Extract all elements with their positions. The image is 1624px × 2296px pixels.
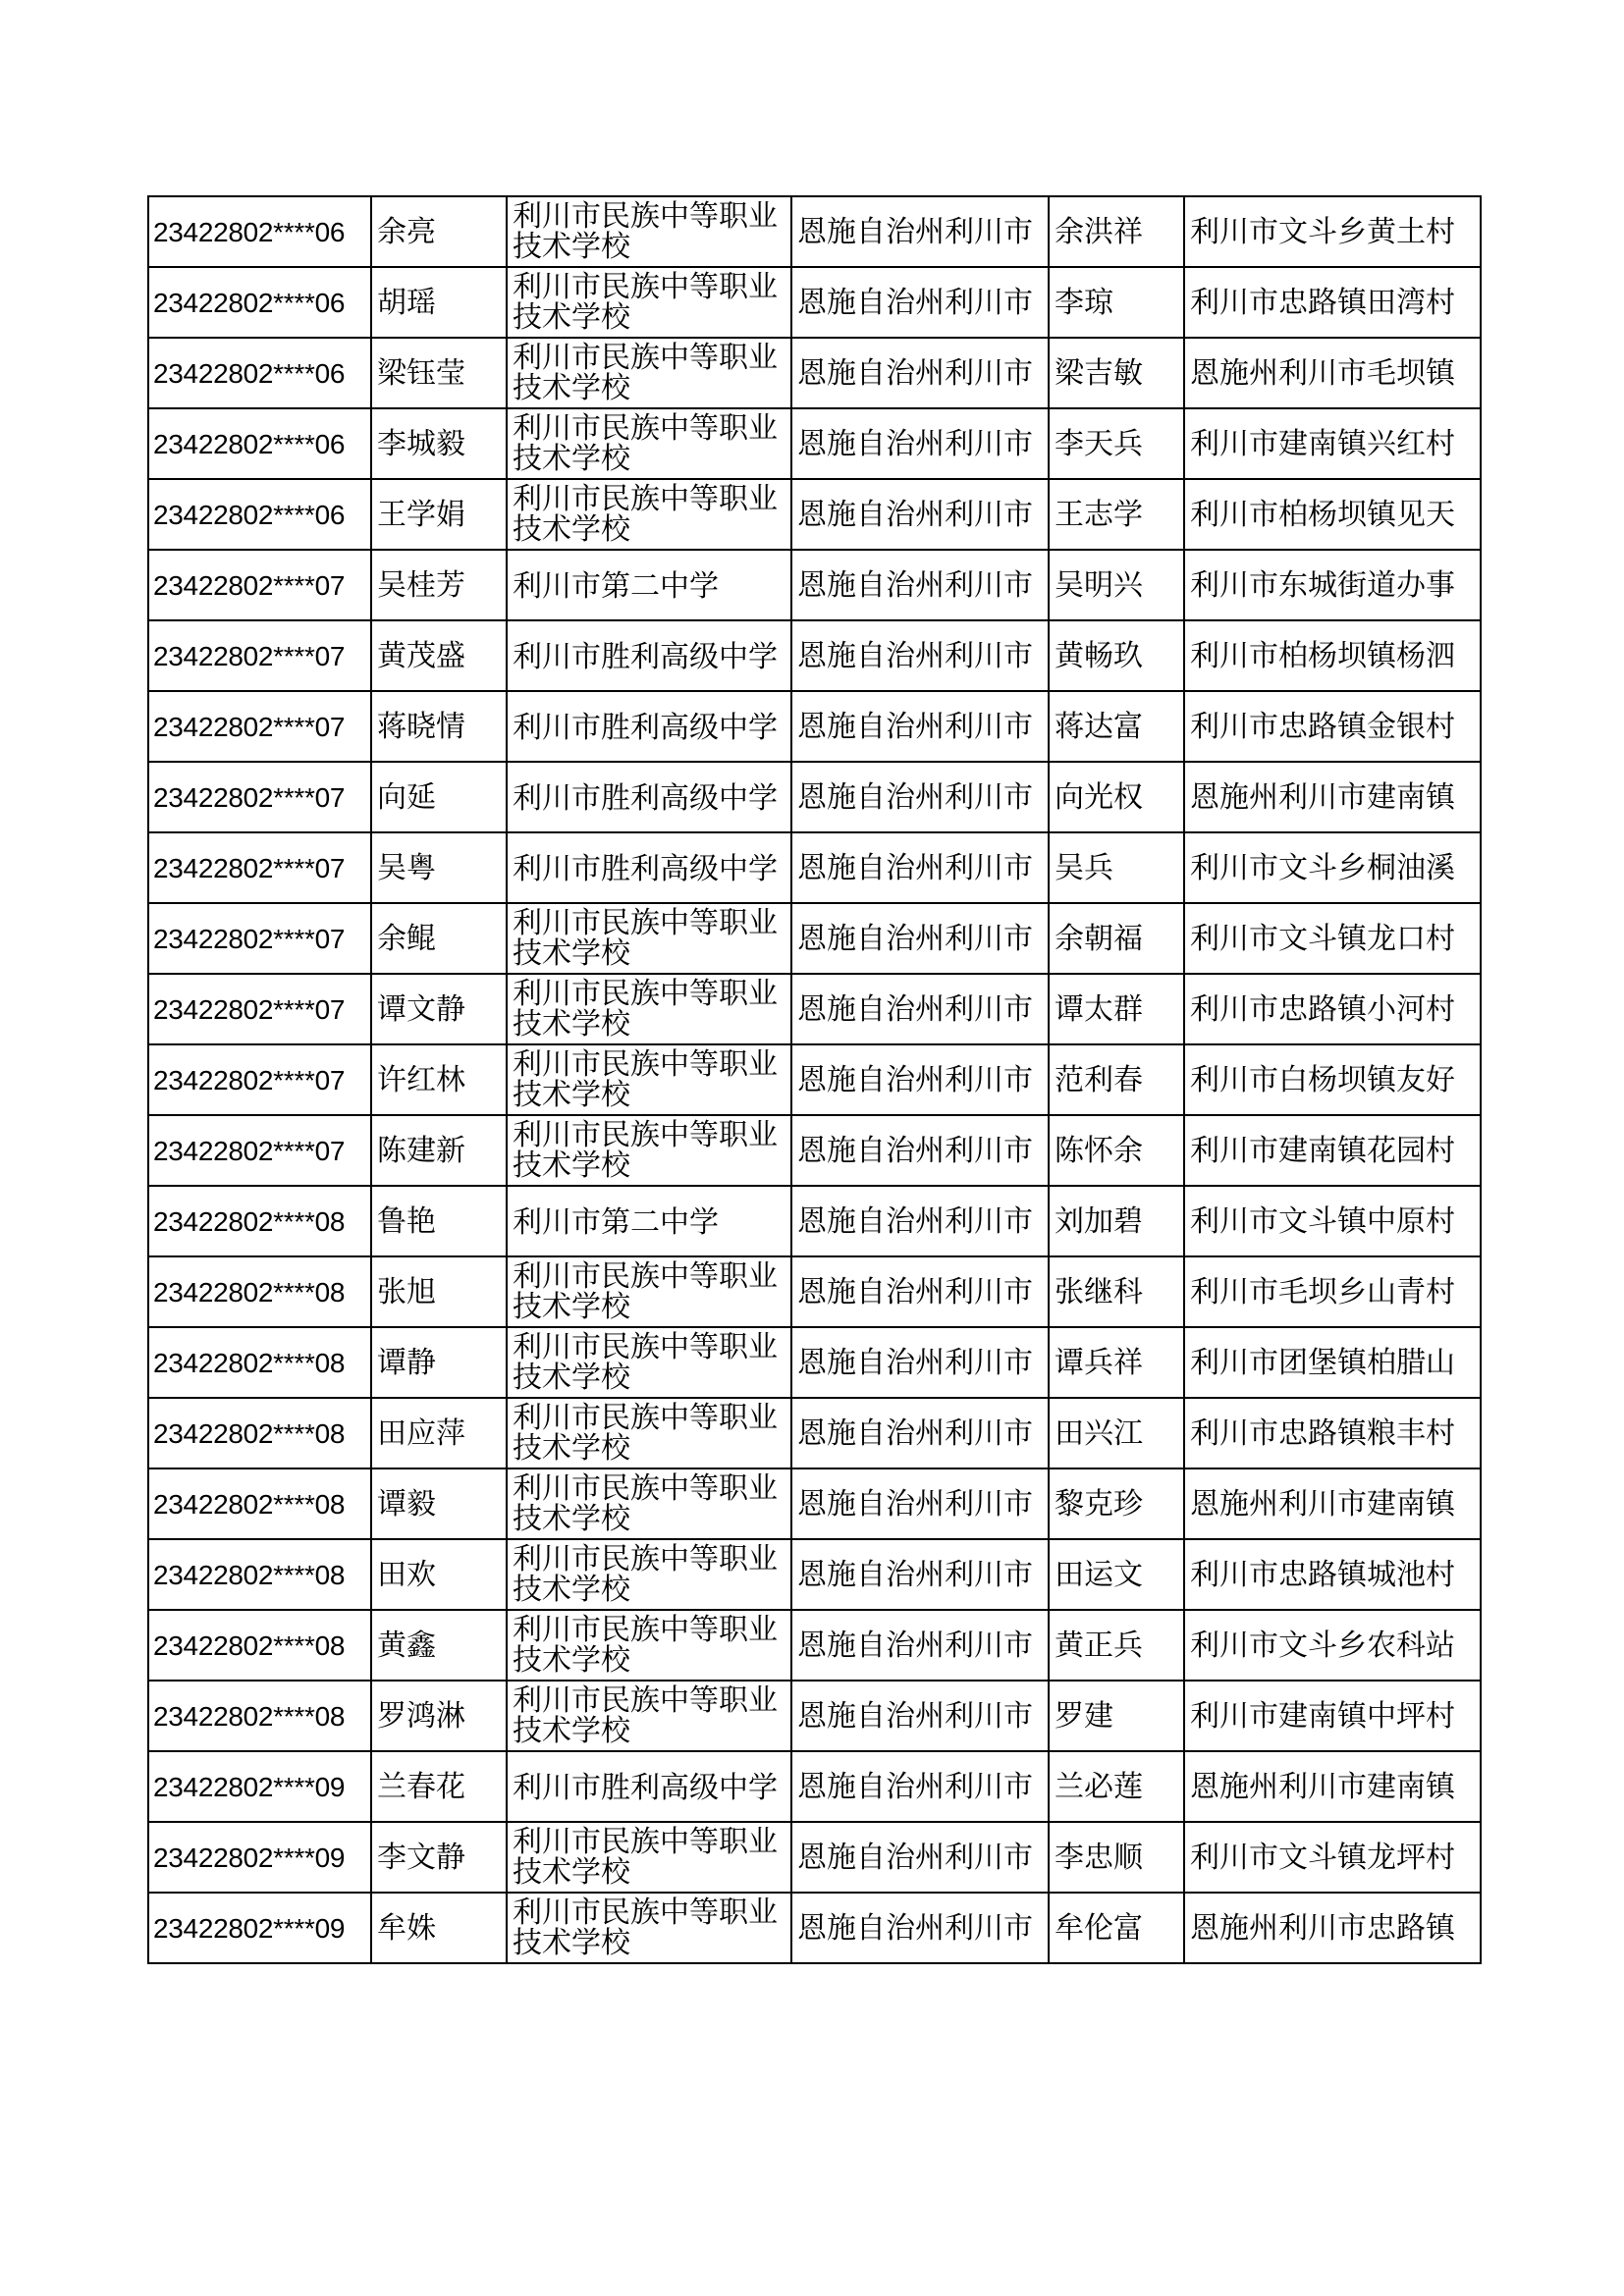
name-cell: 田应萍: [371, 1398, 507, 1468]
id-cell: 23422802****07: [148, 903, 371, 974]
table-row: [148, 1115, 1481, 1186]
id-cell: 23422802****08: [148, 1468, 371, 1539]
address-cell: 利川市忠路镇田湾村: [1184, 267, 1481, 338]
table-row: [148, 974, 1481, 1044]
name-cell: 谭毅: [371, 1468, 507, 1539]
school-cell: 利川市民族中等职业技术学校: [507, 1893, 791, 1963]
region-cell: 恩施自治州利川市: [791, 1044, 1049, 1115]
address-cell: 利川市建南镇兴红村: [1184, 408, 1481, 479]
address-cell: 利川市忠路镇城池村: [1184, 1539, 1481, 1610]
school-cell: 利川市民族中等职业技术学校: [507, 1115, 791, 1186]
id-cell: 23422802****08: [148, 1186, 371, 1256]
guardian-cell: 余洪祥: [1049, 196, 1184, 267]
school-cell: 利川市民族中等职业技术学校: [507, 338, 791, 408]
guardian-cell: 陈怀余: [1049, 1115, 1184, 1186]
guardian-cell: 谭兵祥: [1049, 1327, 1184, 1398]
address-cell: 恩施州利川市建南镇: [1184, 1751, 1481, 1822]
table-row: [148, 1327, 1481, 1398]
guardian-cell: 王志学: [1049, 479, 1184, 550]
region-cell: 恩施自治州利川市: [791, 762, 1049, 832]
id-cell: 23422802****07: [148, 1044, 371, 1115]
name-cell: 蒋晓情: [371, 691, 507, 762]
school-cell: 利川市民族中等职业技术学校: [507, 1327, 791, 1398]
guardian-cell: 黄正兵: [1049, 1610, 1184, 1681]
school-cell: 利川市第二中学: [507, 1186, 791, 1256]
id-cell: 23422802****07: [148, 1115, 371, 1186]
address-cell: 利川市建南镇中坪村: [1184, 1681, 1481, 1751]
id-cell: 23422802****08: [148, 1539, 371, 1610]
region-cell: 恩施自治州利川市: [791, 691, 1049, 762]
id-cell: 23422802****08: [148, 1327, 371, 1398]
name-cell: 梁钰莹: [371, 338, 507, 408]
name-cell: 鲁艳: [371, 1186, 507, 1256]
guardian-cell: 梁吉敏: [1049, 338, 1184, 408]
region-cell: 恩施自治州利川市: [791, 196, 1049, 267]
guardian-cell: 田兴江: [1049, 1398, 1184, 1468]
guardian-cell: 范利春: [1049, 1044, 1184, 1115]
address-cell: 利川市毛坝乡山青村: [1184, 1256, 1481, 1327]
address-cell: 利川市忠路镇小河村: [1184, 974, 1481, 1044]
id-cell: 23422802****06: [148, 479, 371, 550]
school-cell: 利川市胜利高级中学: [507, 691, 791, 762]
school-cell: 利川市胜利高级中学: [507, 762, 791, 832]
region-cell: 恩施自治州利川市: [791, 974, 1049, 1044]
region-cell: 恩施自治州利川市: [791, 1327, 1049, 1398]
id-cell: 23422802****06: [148, 338, 371, 408]
id-cell: 23422802****07: [148, 620, 371, 691]
region-cell: 恩施自治州利川市: [791, 408, 1049, 479]
table-row: [148, 550, 1481, 620]
id-cell: 23422802****08: [148, 1398, 371, 1468]
region-cell: 恩施自治州利川市: [791, 1539, 1049, 1610]
table-row: [148, 691, 1481, 762]
address-cell: 利川市文斗乡农科站: [1184, 1610, 1481, 1681]
address-cell: 利川市忠路镇金银村: [1184, 691, 1481, 762]
address-cell: 恩施州利川市忠路镇: [1184, 1893, 1481, 1963]
name-cell: 吴桂芳: [371, 550, 507, 620]
guardian-cell: 吴明兴: [1049, 550, 1184, 620]
id-cell: 23422802****07: [148, 974, 371, 1044]
guardian-cell: 刘加碧: [1049, 1186, 1184, 1256]
region-cell: 恩施自治州利川市: [791, 903, 1049, 974]
school-cell: 利川市民族中等职业技术学校: [507, 1398, 791, 1468]
guardian-cell: 吴兵: [1049, 832, 1184, 903]
guardian-cell: 牟伦富: [1049, 1893, 1184, 1963]
table-row: [148, 1044, 1481, 1115]
address-cell: 利川市柏杨坝镇见天: [1184, 479, 1481, 550]
table-row: [148, 832, 1481, 903]
table-row: [148, 1610, 1481, 1681]
guardian-cell: 李琼: [1049, 267, 1184, 338]
school-cell: 利川市民族中等职业技术学校: [507, 1044, 791, 1115]
region-cell: 恩施自治州利川市: [791, 1751, 1049, 1822]
address-cell: 利川市文斗镇中原村: [1184, 1186, 1481, 1256]
address-cell: 恩施州利川市毛坝镇: [1184, 338, 1481, 408]
table-row: [148, 620, 1481, 691]
name-cell: 谭文静: [371, 974, 507, 1044]
table-row: [148, 1681, 1481, 1751]
name-cell: 李城毅: [371, 408, 507, 479]
school-cell: 利川市民族中等职业技术学校: [507, 1822, 791, 1893]
table-row: [148, 1893, 1481, 1963]
table-row: [148, 479, 1481, 550]
guardian-cell: 谭太群: [1049, 974, 1184, 1044]
id-cell: 23422802****07: [148, 762, 371, 832]
id-cell: 23422802****07: [148, 832, 371, 903]
region-cell: 恩施自治州利川市: [791, 1893, 1049, 1963]
school-cell: 利川市胜利高级中学: [507, 620, 791, 691]
address-cell: 恩施州利川市建南镇: [1184, 1468, 1481, 1539]
address-cell: 利川市白杨坝镇友好: [1184, 1044, 1481, 1115]
name-cell: 吴粤: [371, 832, 507, 903]
id-cell: 23422802****06: [148, 267, 371, 338]
guardian-cell: 黎克珍: [1049, 1468, 1184, 1539]
id-cell: 23422802****07: [148, 550, 371, 620]
school-cell: 利川市民族中等职业技术学校: [507, 1610, 791, 1681]
school-cell: 利川市胜利高级中学: [507, 832, 791, 903]
guardian-cell: 兰必莲: [1049, 1751, 1184, 1822]
id-cell: 23422802****07: [148, 691, 371, 762]
name-cell: 牟姝: [371, 1893, 507, 1963]
table-row: [148, 1751, 1481, 1822]
region-cell: 恩施自治州利川市: [791, 1398, 1049, 1468]
school-cell: 利川市胜利高级中学: [507, 1751, 791, 1822]
address-cell: 利川市文斗镇龙坪村: [1184, 1822, 1481, 1893]
school-cell: 利川市民族中等职业技术学校: [507, 479, 791, 550]
school-cell: 利川市民族中等职业技术学校: [507, 1681, 791, 1751]
guardian-cell: 李天兵: [1049, 408, 1184, 479]
id-cell: 23422802****08: [148, 1256, 371, 1327]
id-cell: 23422802****09: [148, 1822, 371, 1893]
region-cell: 恩施自治州利川市: [791, 620, 1049, 691]
name-cell: 胡瑶: [371, 267, 507, 338]
table-row: [148, 1539, 1481, 1610]
table-row: [148, 1256, 1481, 1327]
region-cell: 恩施自治州利川市: [791, 338, 1049, 408]
guardian-cell: 蒋达富: [1049, 691, 1184, 762]
name-cell: 向延: [371, 762, 507, 832]
region-cell: 恩施自治州利川市: [791, 1822, 1049, 1893]
guardian-cell: 向光权: [1049, 762, 1184, 832]
name-cell: 罗鸿淋: [371, 1681, 507, 1751]
region-cell: 恩施自治州利川市: [791, 832, 1049, 903]
table-body: [148, 196, 1481, 1963]
school-cell: 利川市民族中等职业技术学校: [507, 974, 791, 1044]
id-cell: 23422802****08: [148, 1681, 371, 1751]
table-row: [148, 408, 1481, 479]
name-cell: 陈建新: [371, 1115, 507, 1186]
name-cell: 许红林: [371, 1044, 507, 1115]
guardian-cell: 黄畅玖: [1049, 620, 1184, 691]
school-cell: 利川市民族中等职业技术学校: [507, 196, 791, 267]
table-row: [148, 762, 1481, 832]
address-cell: 利川市柏杨坝镇杨泗: [1184, 620, 1481, 691]
address-cell: 利川市文斗乡黄土村: [1184, 196, 1481, 267]
table-row: [148, 196, 1481, 267]
region-cell: 恩施自治州利川市: [791, 267, 1049, 338]
name-cell: 田欢: [371, 1539, 507, 1610]
table-row: [148, 338, 1481, 408]
school-cell: 利川市第二中学: [507, 550, 791, 620]
table-row: [148, 1468, 1481, 1539]
region-cell: 恩施自治州利川市: [791, 1681, 1049, 1751]
guardian-cell: 田运文: [1049, 1539, 1184, 1610]
id-cell: 23422802****09: [148, 1893, 371, 1963]
guardian-cell: 罗建: [1049, 1681, 1184, 1751]
name-cell: 黄茂盛: [371, 620, 507, 691]
name-cell: 李文静: [371, 1822, 507, 1893]
address-cell: 利川市建南镇花园村: [1184, 1115, 1481, 1186]
name-cell: 谭静: [371, 1327, 507, 1398]
region-cell: 恩施自治州利川市: [791, 479, 1049, 550]
school-cell: 利川市民族中等职业技术学校: [507, 1539, 791, 1610]
name-cell: 兰春花: [371, 1751, 507, 1822]
guardian-cell: 李忠顺: [1049, 1822, 1184, 1893]
address-cell: 利川市忠路镇粮丰村: [1184, 1398, 1481, 1468]
school-cell: 利川市民族中等职业技术学校: [507, 267, 791, 338]
guardian-cell: 张继科: [1049, 1256, 1184, 1327]
name-cell: 张旭: [371, 1256, 507, 1327]
id-cell: 23422802****08: [148, 1610, 371, 1681]
guardian-cell: 余朝福: [1049, 903, 1184, 974]
region-cell: 恩施自治州利川市: [791, 1256, 1049, 1327]
address-cell: 利川市文斗乡桐油溪: [1184, 832, 1481, 903]
student-table: [147, 195, 1482, 1964]
address-cell: 利川市东城街道办事: [1184, 550, 1481, 620]
school-cell: 利川市民族中等职业技术学校: [507, 903, 791, 974]
id-cell: 23422802****06: [148, 408, 371, 479]
name-cell: 余鲲: [371, 903, 507, 974]
region-cell: 恩施自治州利川市: [791, 1610, 1049, 1681]
address-cell: 利川市团堡镇柏腊山: [1184, 1327, 1481, 1398]
school-cell: 利川市民族中等职业技术学校: [507, 1256, 791, 1327]
table-row: [148, 1822, 1481, 1893]
region-cell: 恩施自治州利川市: [791, 1115, 1049, 1186]
address-cell: 恩施州利川市建南镇: [1184, 762, 1481, 832]
name-cell: 黄鑫: [371, 1610, 507, 1681]
id-cell: 23422802****06: [148, 196, 371, 267]
table-row: [148, 267, 1481, 338]
school-cell: 利川市民族中等职业技术学校: [507, 1468, 791, 1539]
region-cell: 恩施自治州利川市: [791, 1468, 1049, 1539]
school-cell: 利川市民族中等职业技术学校: [507, 408, 791, 479]
table-row: [148, 903, 1481, 974]
id-cell: 23422802****09: [148, 1751, 371, 1822]
name-cell: 王学娟: [371, 479, 507, 550]
region-cell: 恩施自治州利川市: [791, 1186, 1049, 1256]
address-cell: 利川市文斗镇龙口村: [1184, 903, 1481, 974]
region-cell: 恩施自治州利川市: [791, 550, 1049, 620]
table-row: [148, 1186, 1481, 1256]
name-cell: 余亮: [371, 196, 507, 267]
table-row: [148, 1398, 1481, 1468]
